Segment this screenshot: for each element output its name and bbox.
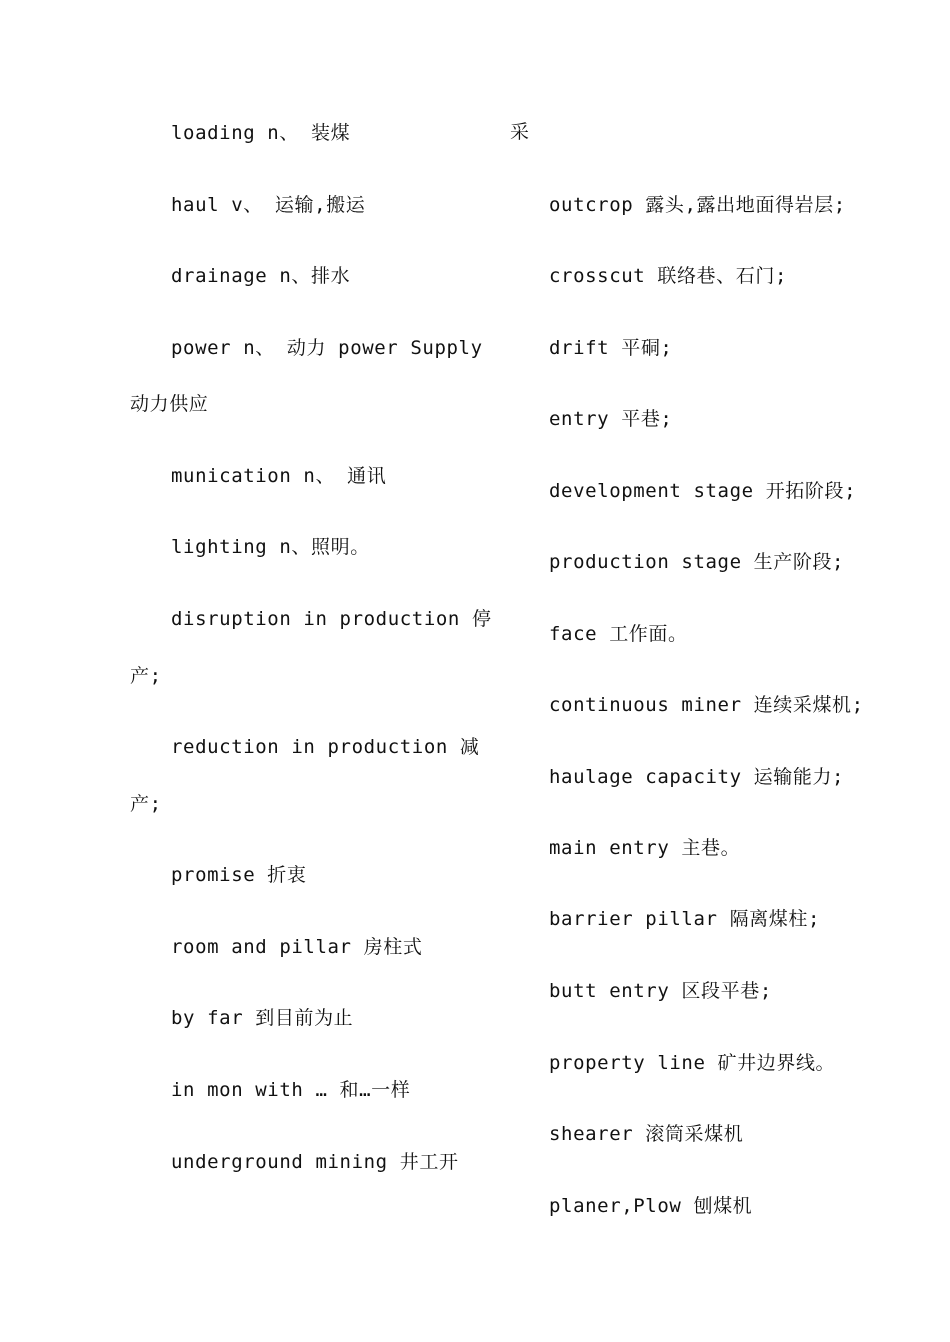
- term-property-line: property line 矿井边界线。: [549, 1052, 836, 1074]
- term-loading: loading n、 装煤: [171, 122, 351, 144]
- term-munication: munication n、 通讯: [171, 465, 387, 487]
- term-drainage: drainage n、排水: [171, 265, 351, 287]
- term-production-stage: production stage 生产阶段;: [549, 551, 845, 573]
- term-butt-entry: butt entry 区段平巷;: [549, 980, 772, 1002]
- term-drift: drift 平硐;: [549, 337, 673, 359]
- term-haul: haul v、 运输,搬运: [171, 194, 366, 216]
- stray-character: 采: [510, 121, 530, 143]
- term-haulage-capacity: haulage capacity 运输能力;: [549, 766, 845, 788]
- term-crosscut: crosscut 联络巷、石门;: [549, 265, 787, 287]
- term-development-stage: development stage 开拓阶段;: [549, 480, 857, 502]
- term-face: face 工作面。: [549, 623, 688, 645]
- term-reduction: reduction in production 减: [171, 736, 480, 758]
- term-barrier-pillar: barrier pillar 隔离煤柱;: [549, 908, 821, 930]
- term-disruption: disruption in production 停: [171, 608, 492, 630]
- term-in-mon-with: in mon with … 和…一样: [171, 1079, 411, 1101]
- term-lighting: lighting n、照明。: [171, 536, 370, 558]
- term-disruption-continuation: 产;: [130, 665, 162, 687]
- term-underground-mining: underground mining 井工开: [171, 1151, 459, 1173]
- term-power: power n、 动力 power Supply: [171, 337, 483, 359]
- term-power-continuation: 动力供应: [130, 393, 209, 415]
- term-by-far: by far 到目前为止: [171, 1007, 354, 1029]
- term-entry: entry 平巷;: [549, 408, 673, 430]
- term-outcrop: outcrop 露头,露出地面得岩层;: [549, 194, 846, 216]
- term-planer-plow: planer,Plow 刨煤机: [549, 1195, 753, 1217]
- term-room-and-pillar: room and pillar 房柱式: [171, 936, 423, 958]
- term-main-entry: main entry 主巷。: [549, 837, 741, 859]
- term-shearer: shearer 滚筒采煤机: [549, 1123, 744, 1145]
- term-continuous-miner: continuous miner 连续采煤机;: [549, 694, 864, 716]
- term-reduction-continuation: 产;: [130, 793, 162, 815]
- term-promise: promise 折衷: [171, 864, 307, 886]
